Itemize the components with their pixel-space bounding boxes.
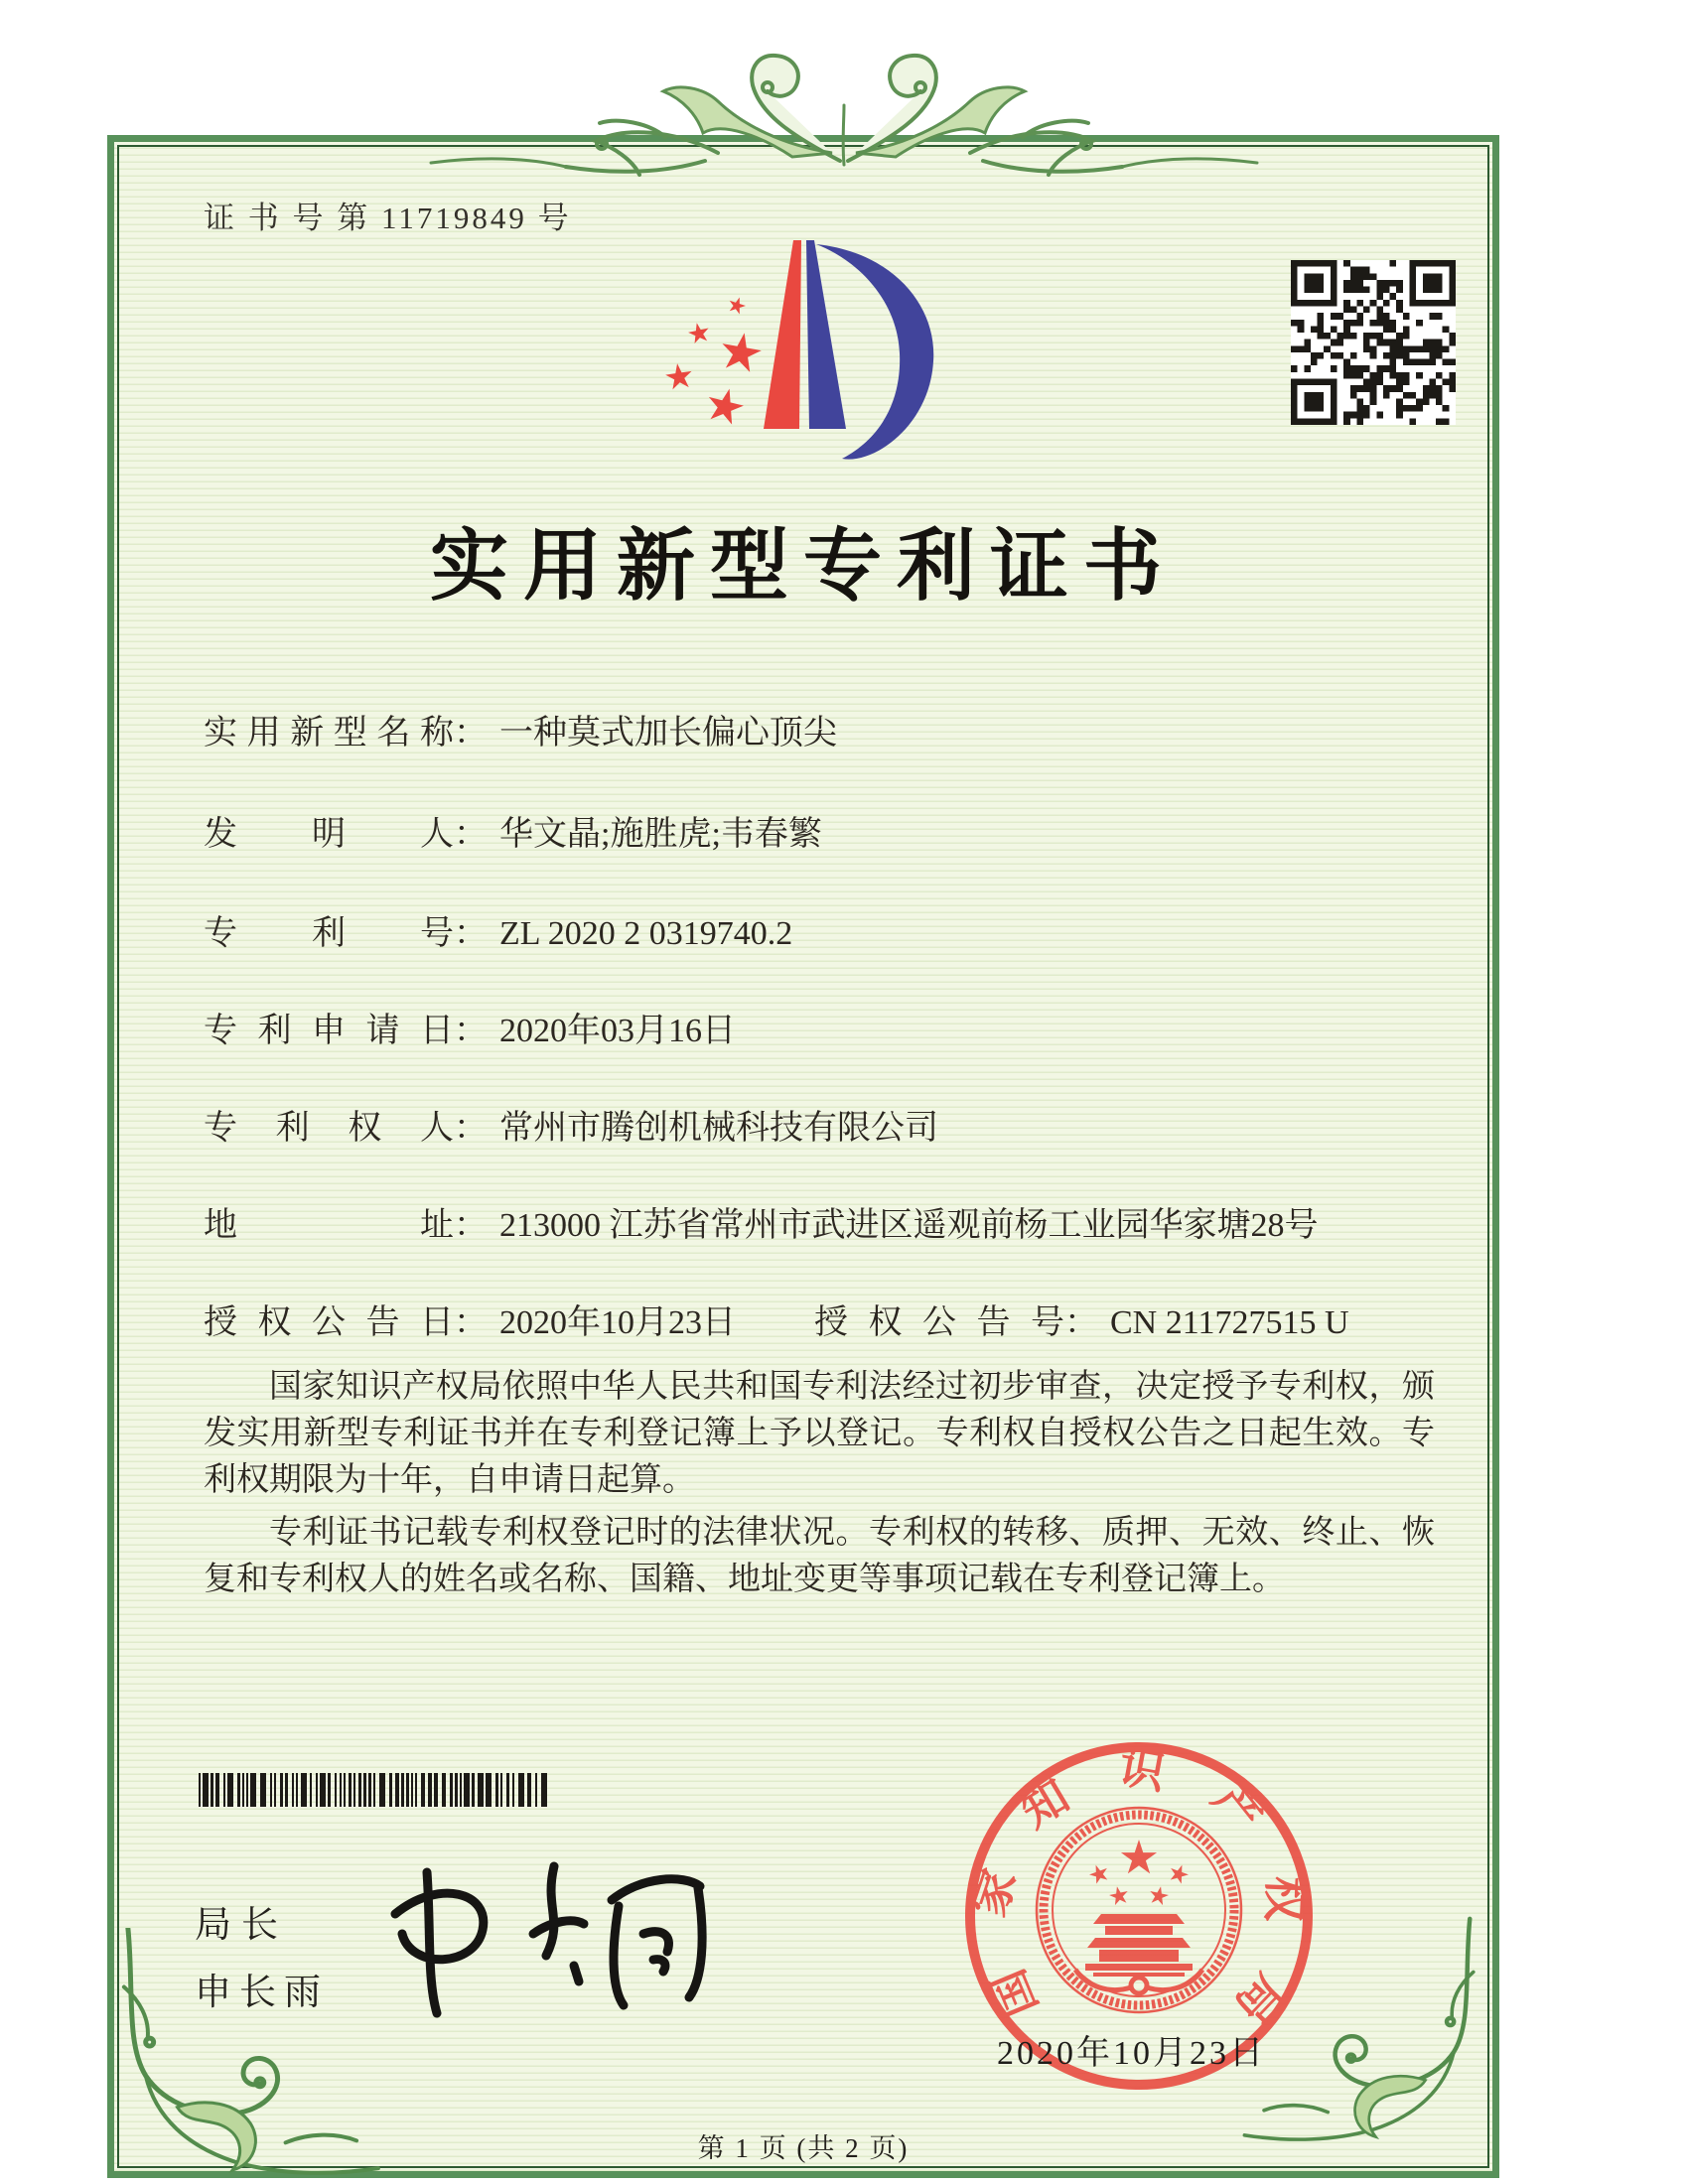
field-row-inventors [204, 806, 822, 855]
national-emblem-icon [1037, 1808, 1241, 2012]
field-colon: ： [454, 715, 488, 751]
officer-name: 申长雨 [195, 1973, 329, 2013]
barcode [197, 1771, 556, 1809]
field-value: 213000 江苏省常州市武进区遥观前杨工业园华家塘28号 [499, 1207, 1319, 1244]
field-colon: ： [454, 1013, 488, 1049]
field-value: 一种莫式加长偏心顶尖 [499, 715, 837, 751]
field-value: CN 211727515 U [1110, 1304, 1349, 1341]
field-value: 常州市腾创机械科技有限公司 [499, 1110, 938, 1147]
top-scrollwork-ornament-icon [427, 42, 1261, 181]
field-label: 专利权人 [204, 1110, 454, 1147]
field-row-filing-date [204, 1003, 736, 1051]
field-label: 授权公告日 [204, 1304, 454, 1341]
field-value: 2020年10月23日 [499, 1304, 736, 1341]
field-label: 地址 [204, 1207, 454, 1244]
certificate-title: 实用新型专利证书 [430, 524, 1177, 611]
legal-paragraph-2: 专利证书记载专利权登记时的法律状况。专利权的转移、质押、无效、终止、恢复和专利权人的姓名或名称、国籍、地址变更等事项记载在专利登记簿上。 [204, 1515, 1435, 1597]
legal-paragraph-1: 国家知识产权局依照中华人民共和国专利法经过初步审查，决定授予专利权，颁发实用新型专利证书并在专利登记簿上予以登记。专利权自授权公告之日起生效。专利权期限为十年，自申请日起算。 [204, 1369, 1435, 1498]
field-value: ZL 2020 2 0319740.2 [499, 915, 793, 952]
legal-body-text [204, 1364, 1435, 1603]
field-row-address [204, 1197, 1319, 1246]
field-colon: ： [454, 915, 488, 952]
field-pair-grant-number [814, 1295, 1349, 1343]
qr-code [1291, 260, 1456, 425]
field-colon: ： [454, 1207, 488, 1244]
field-value: 2020年03月16日 [499, 1013, 736, 1049]
cnipa-logo-icon [647, 234, 937, 467]
field-label: 实用新型名称 [204, 715, 454, 751]
page-number: 第 1 页 (共 2 页) [697, 2133, 910, 2163]
field-label: 专利号 [204, 915, 454, 952]
seal-date: 2020年10月23日 [997, 2035, 1266, 2072]
field-label: 专利申请日 [204, 1013, 454, 1049]
field-label: 授权公告号 [814, 1304, 1064, 1341]
field-row-utility-model-name [204, 705, 837, 753]
field-row-grant-publication [204, 1295, 1349, 1343]
seal-text: 国家知识产权局 [963, 1740, 1311, 2067]
field-colon: ： [1064, 1304, 1098, 1341]
field-value: 华文晶;施胜虎;韦春繁 [499, 816, 822, 853]
field-colon: ： [454, 1304, 488, 1341]
field-row-patent-number [204, 905, 792, 954]
director-signature [369, 1839, 717, 2037]
field-colon: ： [454, 816, 488, 853]
field-row-patentee [204, 1100, 938, 1149]
field-colon: ： [454, 1110, 488, 1147]
certificate-number: 证 书 号 第 11719849 号 [204, 201, 572, 235]
field-label: 发明人 [204, 816, 454, 853]
svg-text:国家知识产权局 [963, 1741, 1311, 2067]
officer-title: 局长 [195, 1905, 288, 1946]
